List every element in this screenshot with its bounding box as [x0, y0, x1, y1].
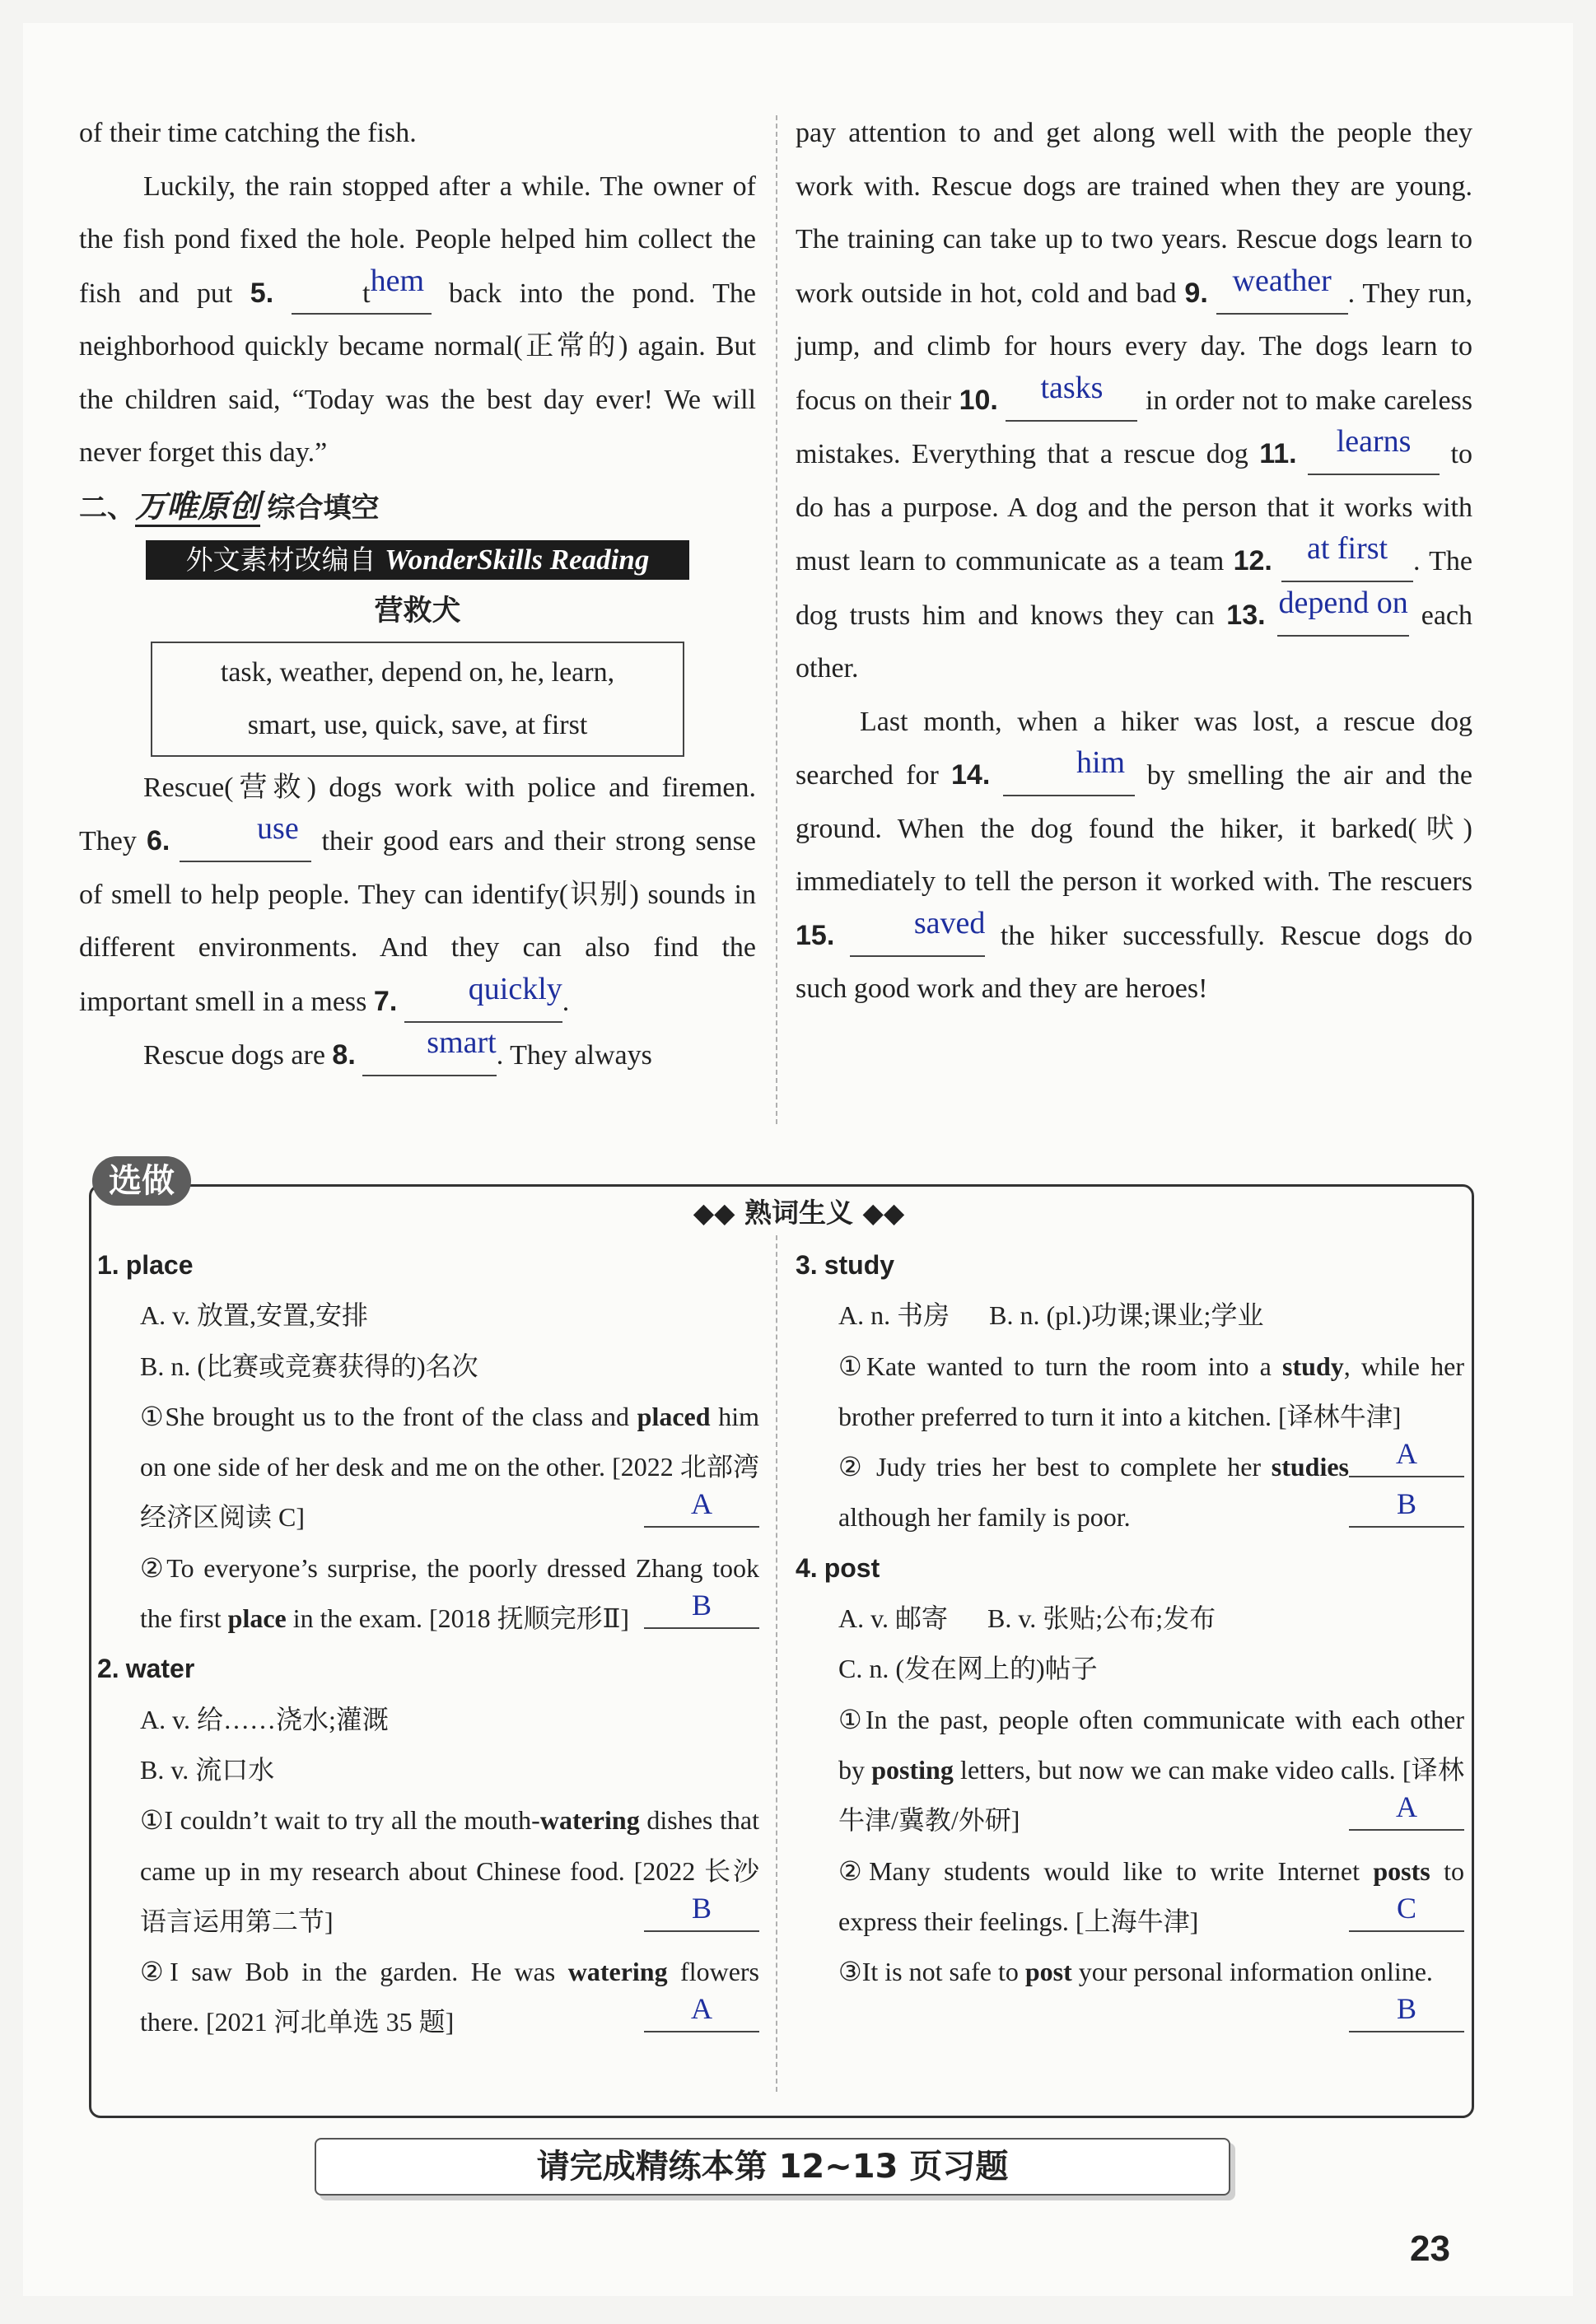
paragraph: Luckily, the rain stopped after a while. The owner of the fish pond fixed the hole. People helped him collect the fish and put 5. them back into the pond. The neighborhood quickly became normal(正常的) again. But the children said, “Today was the best day ever! We will never forget this day.”	[79, 170, 757, 468]
meaning: B. v. 流口水	[140, 1754, 275, 1785]
meaning: A. n. 书房 B. n. (pl.)功课;课业;学业	[838, 1300, 1264, 1331]
answer-line	[1349, 1891, 1464, 1932]
example-sentence: ②Many students would like to write Internet posts to express their feelings. [上海牛津] C	[838, 1855, 1465, 1936]
question-number: 12.	[1233, 545, 1272, 576]
answer: A	[1396, 1790, 1417, 1824]
box-divider	[776, 1235, 777, 2092]
word-box-line: task, weather, depend on, he, learn,	[220, 656, 615, 688]
answer: B	[1396, 1487, 1416, 1521]
answer-14: him	[1076, 745, 1126, 780]
box-left-column	[97, 1240, 759, 2048]
answer-blank-12	[1281, 531, 1413, 582]
question-number: 15.	[796, 919, 835, 951]
example-sentence: ③It is not safe to post your personal information online. B	[796, 1947, 1464, 1997]
source-banner: 外文素材改编自 WonderSkills Reading	[146, 540, 689, 580]
answer-line	[644, 1992, 759, 2032]
answer: A	[691, 1992, 712, 2026]
answer-blank-5: them	[292, 273, 432, 315]
word-box	[151, 642, 684, 757]
question-number: 14.	[951, 759, 991, 791]
entry-heading: 3. study	[796, 1250, 895, 1280]
question-number: 9.	[1184, 277, 1208, 309]
section-heading: 二、万唯原创 综合填空	[79, 480, 756, 536]
answer-blank-13	[1277, 585, 1409, 637]
answer: B	[1396, 1992, 1416, 2026]
paragraph: pay attention to and get along well with the people they work with. Rescue dogs are trained when they are young. The training can take up to two years. Rescue dogs learn to work outside in hot, cold and bad 9. weather . They run, jump, and climb for hours every day. The dogs learn to focus on their 10. tasks in order not to make careless mistakes. Everything that a rescue dog 11. learns to do has a purpose. A dog and the person that it works with must learn to communicate as a team 12. at first . The dog trusts him and knows they can 13. depend on each other.	[796, 118, 1473, 684]
answer-line	[1349, 1437, 1464, 1477]
answer: B	[691, 1589, 712, 1622]
question-number: 6.	[146, 825, 170, 856]
left-column	[79, 107, 756, 1083]
answer-8: smart	[427, 1025, 497, 1060]
paragraph: Last month, when a hiker was lost, a rescue dog searched for 14. him by smelling the air and the ground. When the dog found the hiker, it barked(吠) immediately to tell the person it worked with. The rescuers 15. saved the hiker successfully. Rescue dogs do such good work and they are heroes!	[796, 706, 1473, 1004]
question-number: 7.	[373, 985, 398, 1017]
answer: C	[1396, 1891, 1416, 1925]
example-sentence: ② Judy tries her best to complete her studies although her family is poor. B	[796, 1442, 1464, 1543]
answer-blank-15	[850, 905, 986, 957]
answer-blank-10	[1006, 370, 1137, 422]
answer: A	[1396, 1437, 1417, 1471]
entry-heading: 1. place	[97, 1250, 194, 1280]
example-sentence: ②I saw Bob in the garden. He was watering flowers there. [2021 河北单选 35 题] A	[140, 1957, 760, 2037]
answer: B	[691, 1891, 712, 1925]
answer-10: tasks	[1040, 370, 1104, 405]
answer-blank-14	[1003, 745, 1135, 796]
answer-11: learns	[1336, 424, 1412, 459]
optional-tag: 选做	[92, 1156, 191, 1206]
example-sentence: ①Kate wanted to turn the room into a study, while her brother preferred to turn it into a kitchen. [译林牛津] A	[796, 1342, 1464, 1443]
question-number: 8.	[332, 1039, 356, 1071]
entry-heading: 2. water	[97, 1654, 195, 1684]
answer-7: quickly	[468, 971, 562, 1006]
answer-15: saved	[913, 905, 986, 940]
example-sentence: ②To everyone’s surprise, the poorly dressed Zhang took the first place in the exam. [2018 抚顺完形Ⅱ] B	[140, 1552, 759, 1634]
right-column	[796, 107, 1472, 1016]
box-right-column	[796, 1240, 1464, 2032]
answer-line	[644, 1487, 759, 1528]
answer-line	[644, 1589, 759, 1629]
question-number: 10.	[959, 384, 998, 416]
passage-title: 营救犬	[374, 595, 461, 628]
answer-12: at first	[1306, 531, 1388, 566]
brand-logo: 万唯原创	[135, 488, 260, 527]
answer-line	[1349, 1487, 1464, 1528]
paragraph: of their time catching the fish.	[79, 118, 417, 148]
meaning: A. v. 邮寄 B. v. 张贴;公布;发布	[838, 1603, 1216, 1634]
question-number: 13.	[1226, 599, 1266, 631]
meaning: A. v. 放置,安置,安排	[140, 1300, 369, 1331]
answer-line	[644, 1891, 759, 1932]
paragraph: Rescue(营救) dogs work with police and firemen. They 6. use their good ears and their strong sense of smell to help people. They can identify(识别) sounds in different environments. And they can also find the important smell in a mess 7. quickly.	[79, 762, 756, 1029]
answer-blank-6	[180, 811, 311, 862]
meaning: A. v. 给……浇水;灌溉	[140, 1704, 389, 1734]
answer-blank-9	[1216, 263, 1348, 315]
page-number: 23	[1410, 2228, 1450, 2269]
answer-blank-11	[1308, 424, 1440, 475]
answer-9: weather	[1232, 263, 1332, 298]
example-sentence: ①I couldn’t wait to try all the mouth-watering dishes that came up in my research about Chinese food. [2022 长沙语言运用第二节] B	[140, 1805, 760, 1936]
example-sentence: ①In the past, people often communicate with each other by posting letters, but now we can make video calls. [译林牛津/冀教/外研] A	[838, 1704, 1464, 1836]
answer-blank-8	[362, 1025, 497, 1076]
meaning: B. n. (比赛或竞赛获得的)名次	[140, 1351, 478, 1381]
word-box-line: smart, use, quick, save, at first	[247, 709, 588, 740]
answer-blank-7	[404, 971, 562, 1023]
paragraph: Rescue dogs are 8. smart. They always	[79, 1029, 756, 1083]
answer: A	[691, 1487, 712, 1521]
example-sentence: ①She brought us to the front of the class and placed him on one side of her desk and me on the other. [2022 北部湾经济区阅读 C] A	[140, 1401, 760, 1533]
answer-13: depend on	[1278, 585, 1408, 620]
answer-line	[1349, 1992, 1464, 2032]
answer-6: use	[257, 811, 299, 846]
footer-instruction: 请完成精练本第 12~13 页习题	[315, 2138, 1230, 2196]
answer-5: hem	[370, 263, 425, 298]
column-divider	[776, 115, 777, 1124]
answer-line	[1349, 1790, 1464, 1831]
meaning: C. n. (发在网上的)帖子	[838, 1654, 1098, 1684]
entry-heading: 4. post	[796, 1552, 880, 1583]
box-title: ◆◆ 熟词生义 ◆◆	[693, 1197, 905, 1229]
question-number: 5.	[250, 277, 274, 309]
question-number: 11.	[1259, 438, 1297, 469]
